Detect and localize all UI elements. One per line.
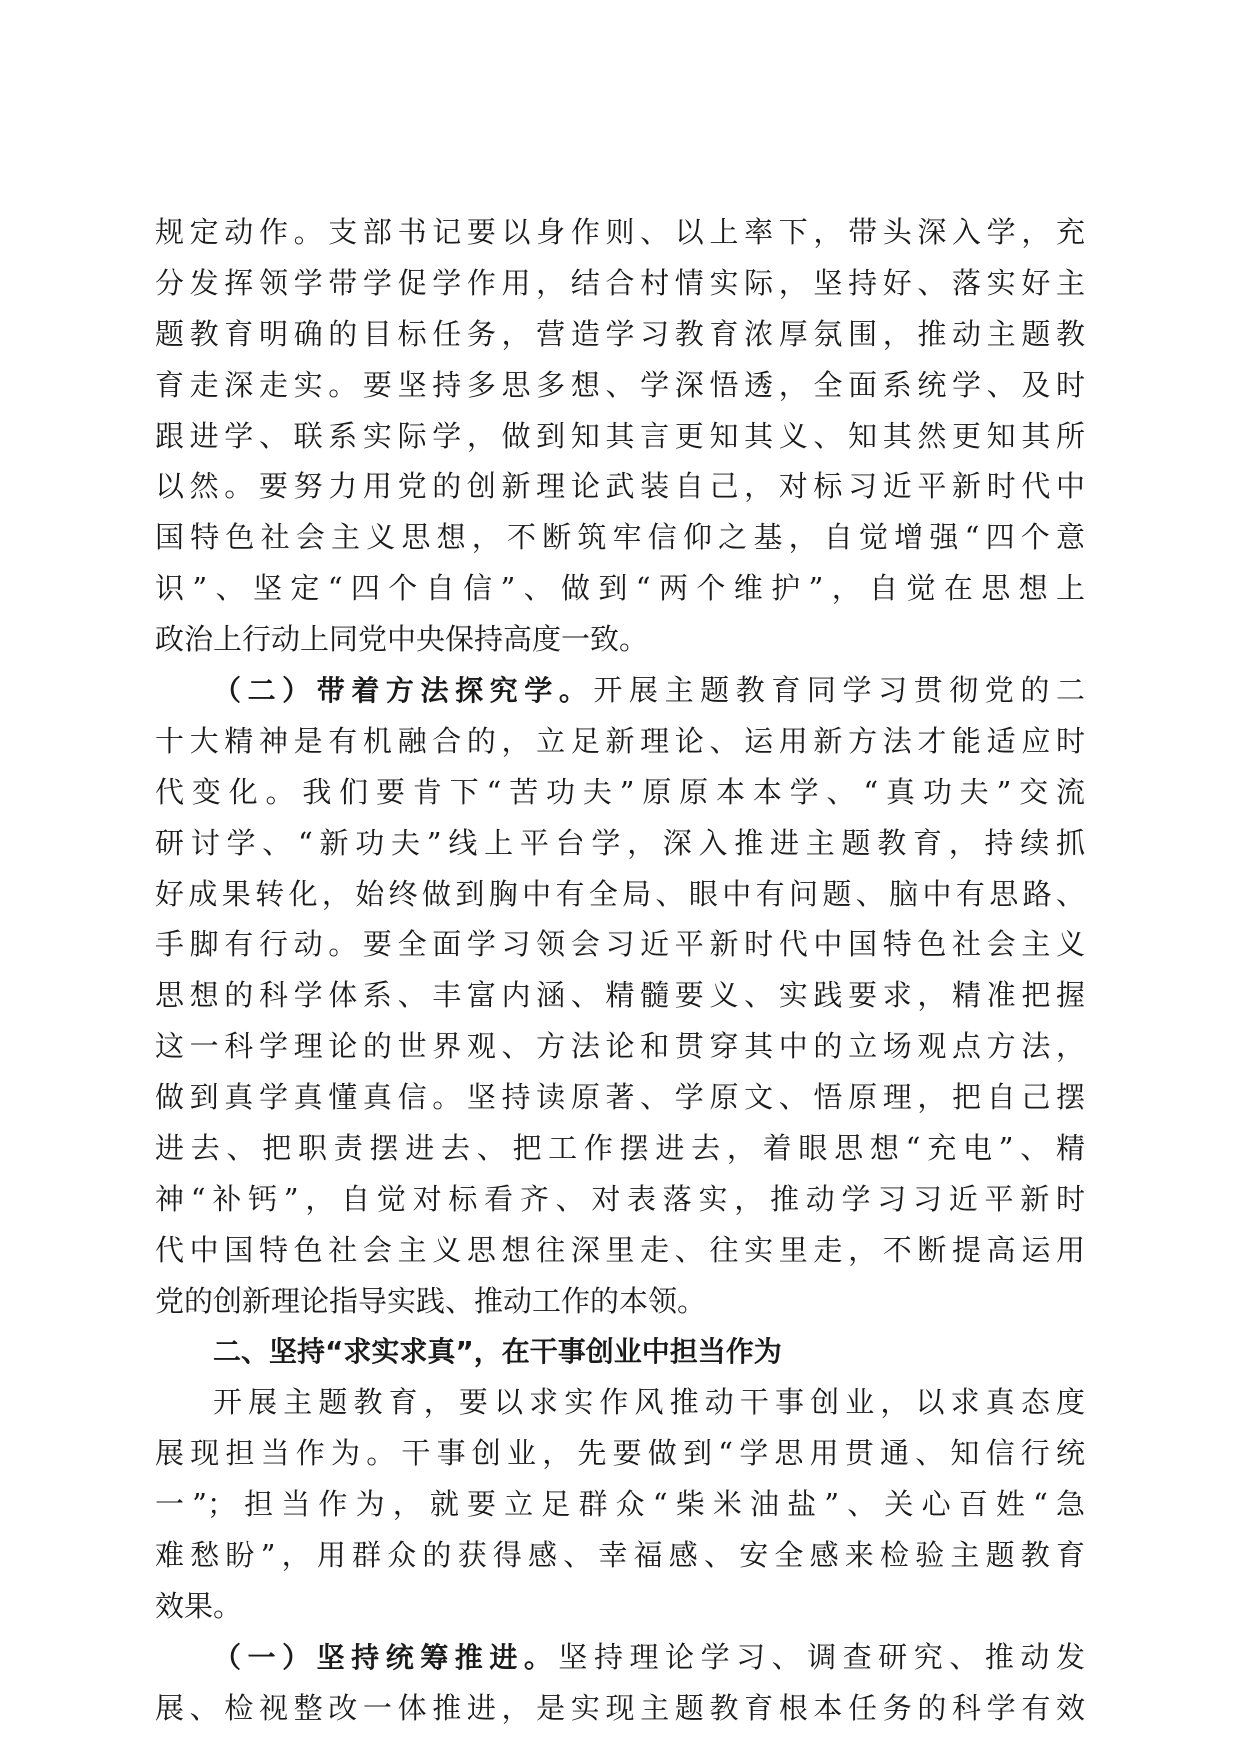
text-line: 展现担当作为。干事创业，先要做到“学思用贯通、知信行统	[155, 1436, 1085, 1471]
text-line: 育走深走实。要坚持多思多想、学深悟透，全面系统学、及时	[155, 367, 1085, 402]
text-line: 十大精神是有机融合的，立足新理论、运用新方法才能适应时	[155, 723, 1085, 758]
text-line: 这一科学理论的世界观、方法论和贯穿其中的立场观点方法，	[155, 1029, 1085, 1064]
text-line: 代中国特色社会主义思想往深里走、往实里走，不断提高运用	[155, 1232, 1085, 1267]
text-line: 识”、坚定“四个自信”、做到“两个维护”，自觉在思想上	[155, 571, 1085, 606]
section-heading: 二、坚持“求实求真”，在干事创业中担当作为	[213, 1334, 782, 1368]
text-line: 分发挥领学带学促学作用，结合村情实际，坚持好、落实好主	[155, 265, 1085, 300]
subsection-title: （一）坚持统筹推进。	[213, 1640, 559, 1674]
text-line: 展、检视整改一体推进，是实现主题教育根本任务的科学有效	[155, 1690, 1085, 1725]
text-line: 难愁盼”，用群众的获得感、幸福感、安全感来检验主题教育	[155, 1538, 1085, 1573]
text-run: 开展主题教育同学习贯彻党的二	[593, 673, 1085, 708]
text-line: 研讨学、“新功夫”线上平台学，深入推进主题教育，持续抓	[155, 825, 1085, 860]
text-line: 思想的科学体系、丰富内涵、精髓要义、实践要求，精准把握	[155, 978, 1085, 1013]
subsection-title: （二）带着方法探究学。	[213, 674, 594, 708]
subsection-line	[155, 665, 1085, 716]
text-line: 代变化。我们要肯下“苦功夫”原原本本学、“真功夫”交流	[155, 774, 1085, 809]
text-line: 国特色社会主义思想，不断筑牢信仰之基，自觉增强“四个意	[155, 520, 1085, 555]
text-line: 手脚有行动。要全面学习领会习近平新时代中国特色社会主义	[155, 927, 1085, 962]
text-line: 神“补钙”，自觉对标看齐、对表落实，推动学习习近平新时	[155, 1181, 1085, 1216]
text-line: 一”；担当作为，就要立足群众“柴米油盐”、关心百姓“急	[155, 1487, 1085, 1522]
text-line: 规定动作。支部书记要以身作则、以上率下，带头深入学，充	[155, 215, 1085, 249]
text-line: 开展主题教育，要以求实作风推动干事创业，以求真态度	[213, 1385, 1085, 1420]
text-line: 题教育明确的目标任务，营造学习教育浓厚氛围，推动主题教	[155, 316, 1085, 351]
document-body	[155, 207, 1085, 1734]
text-line: 做到真学真懂真信。坚持读原著、学原文、悟原理，把自己摆	[155, 1080, 1085, 1115]
text-line: 以然。要努力用党的创新理论武装自己，对标习近平新时代中	[155, 469, 1085, 504]
text-line: 效果。	[155, 1589, 243, 1624]
text-run: 坚持理论学习、调查研究、推动发	[558, 1639, 1085, 1674]
text-line: 政治上行动上同党中央保持高度一致。	[155, 622, 649, 657]
text-line: 进去、把职责摆进去、把工作摆进去，着眼思想“充电”、精	[155, 1131, 1085, 1166]
text-line: 党的创新理论指导实践、推动工作的本领。	[155, 1283, 707, 1318]
text-line: 跟进学、联系实际学，做到知其言更知其义、知其然更知其所	[155, 418, 1085, 453]
subsection-line	[155, 1632, 1085, 1683]
text-line: 好成果转化，始终做到胸中有全局、眼中有问题、脑中有思路、	[155, 876, 1085, 911]
